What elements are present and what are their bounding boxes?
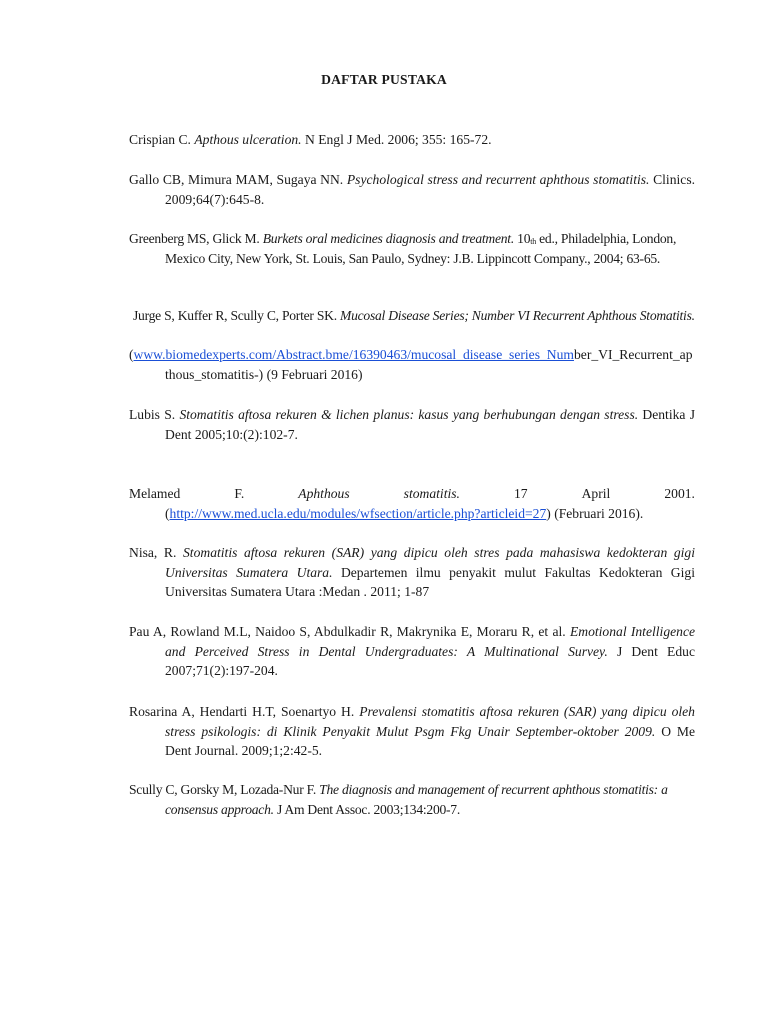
ref-year: 2001. <box>664 486 695 501</box>
ref-source: Clinics. 2009;64(7):645-8. <box>165 172 696 207</box>
ref-title: Stomatitis aftosa rekuren (SAR) yang dipicu oleh stres pada mahasiswa kedokteran gigi Universitas Sumatera Utara. <box>165 545 696 580</box>
reference-jurge <box>133 306 699 326</box>
ref-authors: Lubis S. <box>129 407 176 422</box>
reference-nisa <box>129 543 695 602</box>
ref-title: Psychological stress and recurrent aphthous stomatitis. <box>346 172 650 187</box>
page-title: DAFTAR PUSTAKA <box>321 72 447 87</box>
ref-source: ed., Philadelphia, London, Mexico City, New York, St. Louis, San Paulo, Sydney: J.B. Lippincott Company., 2004; 63-65. <box>165 231 677 266</box>
ref-source: Dentika J Dent 2005;10:(2):102-7. <box>165 407 695 442</box>
ref-authors: Scully C, Gorsky M, Lozada-Nur F. <box>129 782 316 797</box>
ref-title: Emotional Intelligence and Perceived Stress in Dental Undergraduates: A Multinational Survey. <box>165 624 696 659</box>
ref-second-line <box>165 504 695 524</box>
reference-lubis <box>129 405 695 444</box>
ref-authors: Greenberg MS, Glick M. <box>129 231 260 246</box>
reference-jurge-url <box>129 345 695 384</box>
ref-title-word-1: Aphthous <box>298 486 350 501</box>
ref-access-date: ) (Februari 2016). <box>546 505 644 521</box>
reference-greenberg <box>129 229 695 268</box>
ref-authors: Crispian C. <box>129 132 191 147</box>
ref-title: Prevalensi stomatitis aftosa rekuren (SAR) yang dipicu oleh stress psikologis: di Klinik Penyakit Mulut Psgm Fkg Unair September-oktober 2009. <box>165 704 695 739</box>
ref-edition-number: 10 <box>517 231 531 246</box>
ref-title: Mucosal Disease Series; Number VI Recurrent Aphthous Stomatitis. <box>340 308 695 323</box>
ref-title: Stomatitis aftosa rekuren & lichen planus: kasus yang berhubungan dengan stress. <box>179 407 639 422</box>
ref-paren: ( <box>129 347 134 362</box>
ref-first-line <box>129 484 695 504</box>
ref-paren: ( <box>165 505 170 521</box>
reference-pau <box>129 622 695 681</box>
ref-source: N Engl J Med. 2006; 355: 165-72. <box>304 132 492 147</box>
ref-authors: Pau A, Rowland M.L, Naidoo S, Abdulkadir R, Makrynika E, Moraru R, et al. <box>129 624 566 639</box>
ref-title: The diagnosis and management of recurrent aphthous stomatitis: a consensus approach. <box>165 782 668 817</box>
ref-month: April <box>581 486 611 501</box>
ref-link-rest: ber_VI_Recurrent_apthous_stomatitis-) <box>165 347 693 382</box>
ref-link[interactable]: http://www.med.ucla.edu/modules/wfsection/article.php?articleid=27 <box>169 505 547 521</box>
ref-source: O Me Dent Journal. 2009;1;2:42-5. <box>165 723 696 759</box>
ref-authors: Jurge S, Kuffer R, Scully C, Porter SK. <box>133 308 337 323</box>
ref-day: 17 <box>513 486 528 501</box>
ref-source: J Am Dent Assoc. 2003;134:200-7. <box>276 801 461 817</box>
reference-gallo <box>129 170 695 209</box>
reference-crispian <box>129 130 695 150</box>
ref-authors: Gallo CB, Mimura MAM, Sugaya NN. <box>129 172 344 187</box>
reference-rosarina <box>129 702 695 761</box>
ref-title: Burkets oral medicines diagnosis and treatment. <box>262 231 514 246</box>
ref-author-last: Melamed <box>129 486 181 501</box>
ref-edition-suffix: th <box>530 237 536 246</box>
ref-source: Departemen ilmu penyakit mulut Fakultas Kedokteran Gigi Universitas Sumatera Utara :Medan . 2011; 1-87 <box>165 564 695 600</box>
ref-access-date: (9 Februari 2016) <box>266 366 363 382</box>
reference-scully <box>129 780 695 819</box>
ref-authors: Nisa, R. <box>129 545 177 560</box>
ref-authors: Rosarina A, Hendarti H.T, Soenartyo H. <box>129 704 355 719</box>
ref-title-word-2: stomatitis. <box>403 486 460 501</box>
ref-author-initial: F. <box>234 486 245 501</box>
ref-link[interactable]: www.biomedexperts.com/Abstract.bme/16390463/mucosal_disease_series_Num <box>133 347 574 362</box>
ref-title: Apthous ulceration. <box>194 132 302 147</box>
reference-melamed <box>129 484 695 523</box>
ref-source: J Dent Educ 2007;71(2):197-204. <box>165 643 695 679</box>
